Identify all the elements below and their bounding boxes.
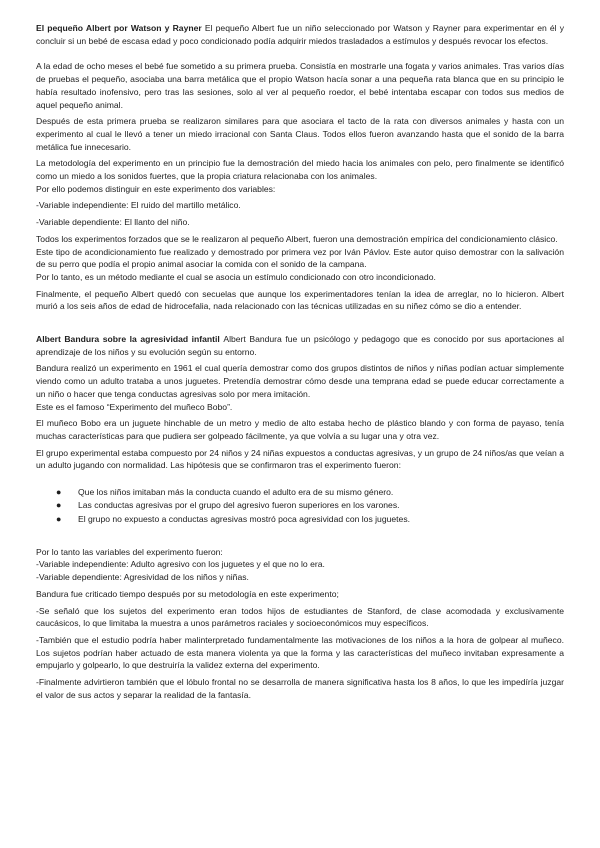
variable-independent: -Variable independiente: El ruido del martillo metálico.	[36, 200, 241, 211]
section-2-title: Albert Bandura sobre la agresividad infantil	[36, 334, 220, 345]
list-item	[56, 499, 564, 512]
paragraph: Este es el famoso “Experimento del muñeco Bobo”.	[36, 401, 233, 412]
paragraph: Después de esta primera prueba se realizaron similares para que asociara el tacto de la rata con diversos animales y hasta con un experimento al cual le llevó a tener un miedo irracional con Santa Claus. Todos ellos fueron avanzando hasta que el sonido de la barra metálica fue innecesario.	[36, 116, 564, 152]
paragraph: A la edad de ocho meses el bebé fue sometido a su primera prueba. Consistía en mostrarle una fogata y varios animales. Tras varios días de pruebas el pequeño, asociaba una barra metálica que el propio Watson hacía sonar a una pequeña rata blanca que en su principio le había resultado inofensivo, pero tras las sesiones, solo al ver al pequeño roedor, el bebé intentaba escapar con todos sus medios de aquel pequeño animal.	[36, 61, 564, 110]
section-1-intro	[36, 22, 564, 47]
criticism-item: -También que el estudio podría haber malinterpretado fundamentalmente las motivaciones de los niños a la hora de golpear al muñeco. Los sujetos podrían haber actuado de esta manera violenta ya que la forma y las características del muñeco invitaban expresamente a empujarlo y golpearlo, lo que destruiría la validez externa del experimento.	[36, 634, 564, 671]
paragraph: Por lo tanto, es un método mediante el cual se asocia un estímulo condicionado con otro incondicionado.	[36, 271, 436, 282]
criticism-item: -Se señaló que los sujetos del experimento eran todos hijos de estudiantes de Stanford, de clase acomodada y exclusivamente caucásicos, lo que limitaba la muestra a unos parámetros raciales y socioeconómicos muy específicos.	[36, 605, 564, 629]
section-2-intro	[36, 333, 564, 358]
bullet-icon: ●	[56, 500, 62, 511]
hypotheses-list	[36, 486, 564, 526]
variable-dependent: -Variable dependiente: El llanto del niño.	[36, 217, 190, 228]
paragraph: El grupo experimental estaba compuesto por 24 niños y 24 niñas expuestos a conductas agresivas, y un grupo de 24 niños/as que veían a un adulto jugando con normalidad. Las hipótesis que se confirmaron tras el experimento fueron:	[36, 447, 564, 471]
section-2-intro-text: Albert Bandura fue un psicólogo y pedagogo que es conocido por sus aportaciones al aprendizaje de los niños y su evolución según su entorno.	[36, 334, 564, 357]
criticism-item: -Finalmente advirtieron también que el lóbulo frontal no se desarrolla de manera significativa hasta los 8 años, lo que les impedíría juzgar el valor de sus actos y separar la realidad de la fantasía.	[36, 677, 564, 700]
paragraph: Este tipo de acondicionamiento fue realizado y demostrado por primera vez por Iván Pávlov. Este autor quiso demostrar con la salivación de su perro que podía el propio animal asociar la comida con el sonido de la campana.	[36, 246, 564, 270]
section-1-title: El pequeño Albert por Watson y Rayner	[36, 23, 202, 33]
paragraph: Bandura realizó un experimento en 1961 el cual quería demostrar como dos grupos distintos de niños y niñas podían actuar simplemente viendo como un adulto trataba a unos juguetes. Pretendía demostrar cómo desde una temprana edad se puede educar correctamente a un niño o hacer que tenga conductas agresivas solo por mera imitación.	[36, 363, 564, 399]
list-item-text: Las conductas agresivas por el grupo del agresivo fueron superiores en los varones.	[78, 500, 400, 511]
bullet-icon: ●	[56, 487, 62, 498]
variable-independent: -Variable independiente: Adulto agresivo con los juguetes y el que no lo era.	[36, 559, 325, 570]
paragraph: La metodología del experimento en un principio fue la demostración del miedo hacia los animales con pelo, pero finalmente se identificó como un miedo a los sonidos fuertes, que la propia criatura relacionaba con los animales.	[36, 158, 564, 182]
paragraph: El muñeco Bobo era un juguete hinchable de un metro y medio de alto estaba hecho de plástico blando y con forma de payaso, tenía muchas características para que pudiera ser golpeado fácilmente, ya que volvía a su lugar una y otra vez.	[36, 418, 564, 441]
paragraph: Por lo tanto las variables del experimento fueron:	[36, 546, 223, 557]
bullet-icon: ●	[56, 513, 62, 524]
list-item-text: Que los niños imitaban más la conducta cuando el adulto era de su mismo género.	[78, 487, 394, 498]
list-item	[56, 513, 564, 526]
paragraph: Todos los experimentos forzados que se le realizaron al pequeño Albert, fueron una demostración empírica del condicionamiento clásico.	[36, 233, 558, 244]
paragraph: Finalmente, el pequeño Albert quedó con secuelas que aunque los experimentadores tenían la idea de arreglar, no lo hicieron. Albert murió a los seis años de edad de hidrocefalia, nada relacionado con las técnicas utilizadas en su niñez cómo se dio a entender.	[36, 288, 564, 312]
paragraph: Bandura fue criticado tiempo después por su metodología en este experimento;	[36, 588, 339, 599]
section-1-intro-text: El pequeño Albert fue un niño seleccionado por Watson y Rayner para experimentar en él y concluir si un bebé de escasa edad y poco condicionado podía adquirir miedos trasladados a estímulos y después revocar los efectos.	[36, 23, 565, 46]
list-item-text: El grupo no expuesto a conductas agresivas mostró poca agresividad con los juguetes.	[78, 513, 411, 524]
variable-dependent: -Variable dependiente: Agresividad de los niños y niñas.	[36, 572, 249, 583]
list-item	[56, 486, 564, 499]
paragraph: Por ello podemos distinguir en este experimento dos variables:	[36, 183, 276, 194]
